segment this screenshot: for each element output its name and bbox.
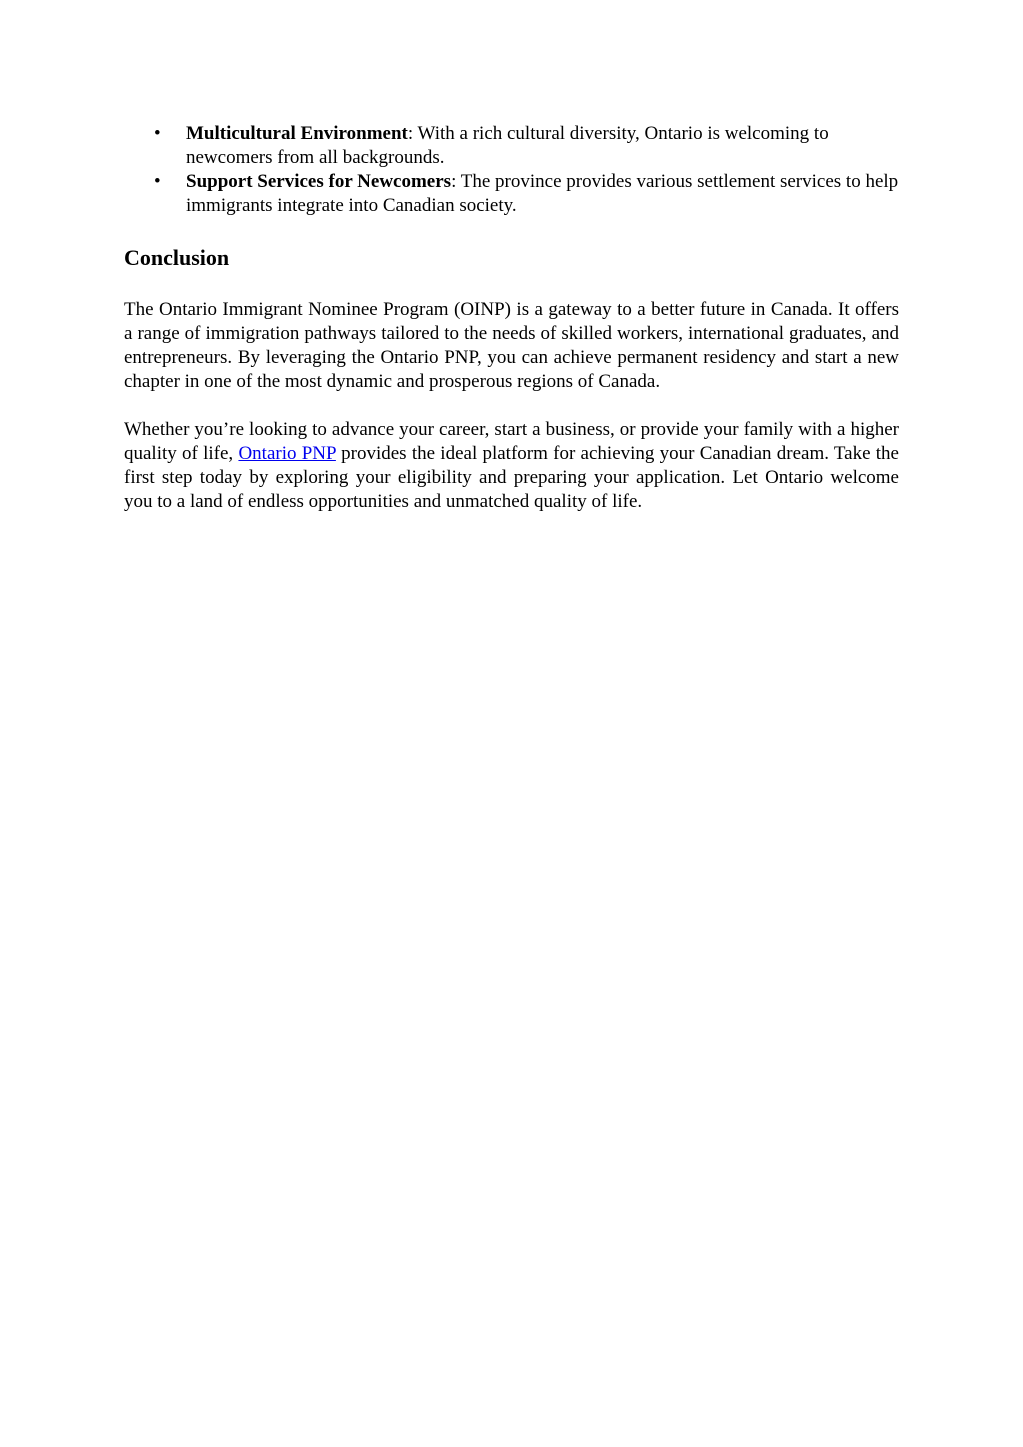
bullet-term: Support Services for Newcomers xyxy=(186,171,452,192)
bullet-term: Multicultural Environment xyxy=(186,123,408,144)
paragraph-text-before-link: Whether you’re looking to advance your career, start a business, or provide your family with a higher quality of life, xyxy=(124,419,899,464)
bullet-icon: • xyxy=(154,171,161,192)
list-item-multicultural xyxy=(124,122,899,170)
bullet-icon: • xyxy=(154,123,161,144)
conclusion-paragraph-1: The Ontario Immigrant Nominee Program (OINP) is a gateway to a better future in Canada. It offers a range of immigration pathways tailored to the needs of skilled workers, international graduates, and entrepreneurs. By leveraging the Ontario PNP, you can achieve permanent residency and start a new chapter in one of the most dynamic and prosperous regions of Canada. xyxy=(124,299,899,392)
benefits-list xyxy=(124,122,899,218)
bullet-text: : With a rich cultural diversity, Ontario is welcoming to newcomers from all backgrounds. xyxy=(186,123,829,168)
list-item-support-services xyxy=(124,170,899,218)
document-page xyxy=(124,122,899,514)
conclusion-paragraph-2 xyxy=(124,418,899,514)
paragraph-text-after-link: provides the ideal platform for achieving your Canadian dream. Take the first step today by exploring your eligibility and preparing your application. Let Ontario welcome you to a land of endless opportunities and unmatched quality of life. xyxy=(124,443,899,512)
ontario-pnp-link[interactable]: Ontario PNP xyxy=(238,443,336,464)
bullet-text: : The province provides various settlement services to help immigrants integrate into Canadian society. xyxy=(186,171,899,216)
conclusion-heading: Conclusion xyxy=(124,245,230,270)
